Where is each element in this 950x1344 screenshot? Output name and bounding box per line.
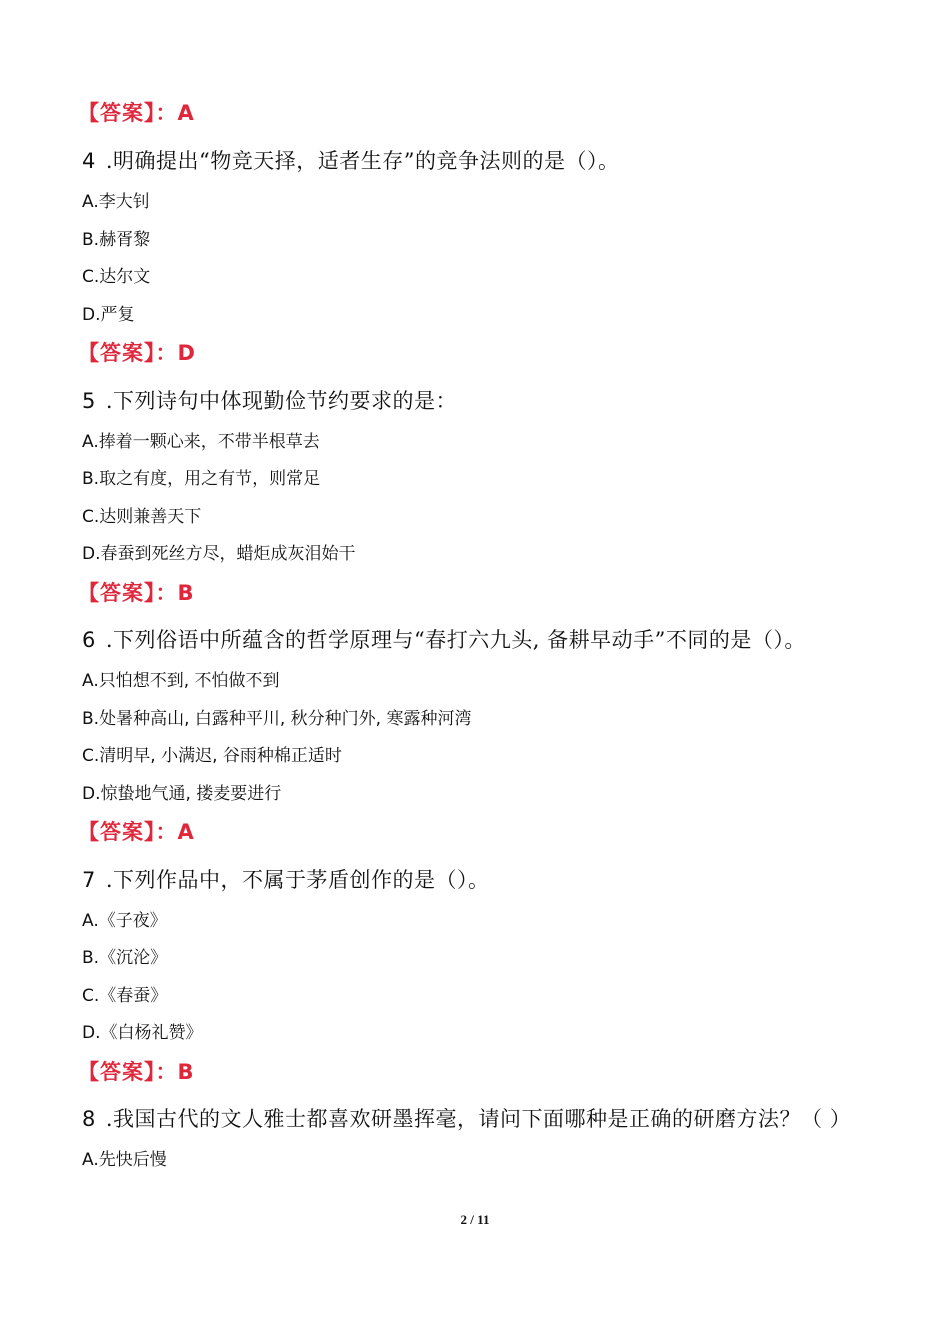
option-b: B.取之有度，用之有节，则常足 xyxy=(82,469,321,489)
option-a: A.《子夜》 xyxy=(82,911,167,931)
option-d: D.惊蛰地气通, 搂麦要进行 xyxy=(82,784,282,804)
answer-4: 【答案】：D xyxy=(78,341,196,365)
option-a: A.李大钊 xyxy=(82,192,150,212)
option-c: C.达尔文 xyxy=(82,267,151,287)
question-text: .下列俗语中所蕴含的哲学原理与“春打六九头, 备耕早动手”不同的是（）。 xyxy=(105,628,806,652)
question-text: .我国古代的文人雅士都喜欢研墨挥毫，请问下面哪种是正确的研磨方法？（ ） xyxy=(105,1107,852,1131)
question-text: .下列诗句中体现勤俭节约要求的是： xyxy=(105,389,458,413)
option-d: D.《白杨礼赞》 xyxy=(82,1023,203,1043)
question-number: 4 xyxy=(82,149,96,173)
question-number: 5 xyxy=(82,389,96,413)
option-a: A.只怕想不到, 不怕做不到 xyxy=(82,671,280,691)
option-b: B.《沉沦》 xyxy=(82,948,168,968)
option-a: A.先快后慢 xyxy=(82,1150,167,1170)
option-c: C.达则兼善天下 xyxy=(82,507,202,527)
page-number: 2 / 11 xyxy=(460,1212,490,1227)
question-text: .明确提出“物竞天择，适者生存”的竞争法则的是（）。 xyxy=(105,149,620,173)
option-d: D.春蚕到死丝方尽，蜡炬成灰泪始干 xyxy=(82,544,356,564)
option-d: D.严复 xyxy=(82,305,135,325)
answer-5: 【答案】：B xyxy=(78,581,195,605)
question-7 xyxy=(82,864,490,894)
option-c: C.《春蚕》 xyxy=(82,986,168,1006)
question-number: 7 xyxy=(82,868,96,892)
option-b: B.赫胥黎 xyxy=(82,230,151,250)
answer-7: 【答案】：B xyxy=(78,1060,195,1084)
question-number: 6 xyxy=(82,628,96,652)
question-text: .下列作品中，不属于茅盾创作的是（）。 xyxy=(105,868,490,892)
question-4 xyxy=(82,145,620,175)
question-5 xyxy=(82,385,457,415)
question-8 xyxy=(82,1103,851,1133)
answer-6: 【答案】：A xyxy=(78,820,195,844)
question-6 xyxy=(82,624,806,654)
answer-3: 【答案】：A xyxy=(78,101,195,125)
question-number: 8 xyxy=(82,1107,96,1131)
option-b: B.处暑种高山, 白露种平川, 秋分种门外, 寒露种河湾 xyxy=(82,709,472,729)
option-c: C.清明早, 小满迟, 谷雨种棉正适时 xyxy=(82,746,342,766)
option-a: A.捧着一颗心来，不带半根草去 xyxy=(82,432,320,452)
